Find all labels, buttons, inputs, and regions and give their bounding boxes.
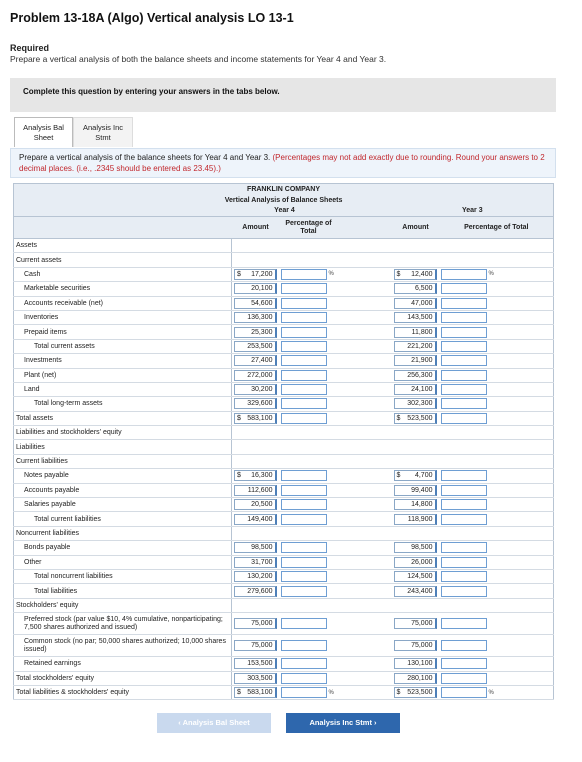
table-row [14, 555, 554, 569]
year4-amount [234, 370, 277, 381]
table-row [14, 671, 554, 685]
currency-sign [397, 558, 407, 567]
currency-sign [237, 385, 247, 394]
year3-amount [394, 413, 437, 424]
year4-amount-value: 153,500 [247, 660, 273, 668]
tab-analysis-inc-stmt[interactable] [73, 117, 133, 147]
currency-sign: $ [396, 414, 401, 422]
currency-sign: $ [396, 270, 401, 278]
table-row [14, 541, 554, 555]
year4-amount [234, 514, 277, 525]
currency-sign [397, 299, 407, 308]
year4-amount [234, 673, 277, 684]
row-label: Current assets [14, 253, 232, 267]
currency-sign [397, 500, 407, 509]
year3-amount [394, 269, 437, 280]
year4-pct-input[interactable] [281, 640, 327, 651]
year4-amount-value: 149,400 [247, 515, 273, 523]
row-label: Noncurrent liabilities [14, 526, 232, 540]
currency-sign [237, 328, 247, 337]
year3-pct-input[interactable] [441, 470, 487, 481]
year3-amount [394, 640, 437, 651]
year3-amount [394, 355, 437, 366]
year3-amount-value: 26,000 [411, 558, 433, 566]
year4-amount [234, 687, 277, 698]
row-label: Total current assets [14, 339, 232, 353]
year3-amount-value: 256,300 [407, 371, 433, 379]
year4-amount-value: 31,700 [251, 558, 273, 566]
year3-amount-value: 221,200 [407, 342, 433, 350]
year3-amount [394, 370, 437, 381]
year3-amount [394, 586, 437, 597]
year3-amount [394, 658, 437, 669]
prev-tab-button[interactable]: ‹ Analysis Bal Sheet [157, 713, 271, 733]
table-row [14, 267, 554, 281]
year4-pct-input[interactable] [281, 312, 327, 323]
year4-amount-header: Amount [232, 217, 280, 239]
year3-pct-input[interactable] [441, 658, 487, 669]
table-row [14, 440, 554, 454]
year3-pct-input[interactable] [441, 542, 487, 553]
year3-pct-input[interactable] [441, 341, 487, 352]
tab-label-line2: Sheet [33, 133, 54, 142]
year3-amount [394, 327, 437, 338]
year4-amount-value: 20,500 [251, 501, 273, 509]
year4-pct-input[interactable] [281, 398, 327, 409]
year4-amount [234, 413, 277, 424]
row-label: Bonds payable [14, 541, 232, 555]
currency-sign [237, 299, 247, 308]
year3-amount [394, 283, 437, 294]
year4-amount [234, 298, 277, 309]
year3-amount [394, 557, 437, 568]
year4-amount [234, 640, 277, 651]
year3-amount-value: 21,900 [411, 357, 433, 365]
currency-sign [397, 674, 407, 683]
year4-amount [234, 557, 277, 568]
year4-pct-input[interactable] [281, 355, 327, 366]
currency-sign [237, 619, 247, 628]
page-title: Problem 13-18A (Algo) Vertical analysis LO 13-1 [10, 11, 294, 25]
tab-label-line1: Analysis Bal [23, 123, 64, 132]
table-row [14, 296, 554, 310]
year4-amount-value: 75,000 [251, 642, 273, 650]
company-name: FRANKLIN COMPANY [14, 184, 554, 195]
row-label: Preferred stock (par value $10, 4% cumulative, nonparticipating; 7,500 shares authorized and issued) [14, 613, 232, 635]
year3-pct-input[interactable] [441, 355, 487, 366]
table-row [14, 657, 554, 671]
year3-amount [394, 618, 437, 629]
year3-pct-input[interactable] [441, 298, 487, 309]
year4-amount [234, 269, 277, 280]
year4-amount-value: 54,600 [251, 299, 273, 307]
currency-sign [397, 371, 407, 380]
next-tab-button[interactable]: Analysis Inc Stmt › [286, 713, 400, 733]
table-row [14, 498, 554, 512]
year3-amount-value: 243,400 [407, 587, 433, 595]
currency-sign [397, 399, 407, 408]
table-row [14, 512, 554, 526]
year3-pct-input[interactable] [441, 269, 487, 280]
year3-pct-input[interactable] [441, 327, 487, 338]
year4-pct-input[interactable] [281, 514, 327, 525]
year3-amount [394, 673, 437, 684]
year3-amount [394, 470, 437, 481]
year3-amount [394, 398, 437, 409]
currency-sign [237, 572, 247, 581]
currency-sign [397, 641, 407, 650]
year3-amount-header: Amount [392, 217, 440, 239]
row-label: Liabilities [14, 440, 232, 454]
table-row [14, 354, 554, 368]
year4-pct-input[interactable] [281, 658, 327, 669]
percent-sign: % [328, 689, 334, 696]
year4-amount-value: 16,300 [251, 472, 273, 480]
table-row [14, 685, 554, 699]
year4-amount [234, 398, 277, 409]
year4-amount-value: 130,200 [247, 573, 273, 581]
currency-sign [397, 356, 407, 365]
year3-pct-input[interactable] [441, 370, 487, 381]
table-row [14, 454, 554, 468]
year4-header: Year 4 [232, 206, 338, 217]
row-label: Marketable securities [14, 282, 232, 296]
year4-pct-input[interactable] [281, 673, 327, 684]
year3-pct-input[interactable] [441, 514, 487, 525]
currency-sign: $ [237, 414, 241, 422]
year4-pct-input[interactable] [281, 384, 327, 395]
row-label: Investments [14, 354, 232, 368]
year4-amount [234, 312, 277, 323]
year4-pct-input[interactable] [281, 283, 327, 294]
year4-pct-input[interactable] [281, 470, 327, 481]
year3-amount [394, 384, 437, 395]
row-label: Assets [14, 239, 232, 253]
year3-amount [394, 312, 437, 323]
year4-pct-input[interactable] [281, 571, 327, 582]
year4-amount [234, 283, 277, 294]
currency-sign [237, 356, 247, 365]
year4-amount [234, 355, 277, 366]
year4-amount-value: 75,000 [251, 620, 273, 628]
year4-amount-value: 272,000 [247, 371, 273, 379]
tab-label-line2: Stmt [95, 133, 111, 142]
table-row [14, 339, 554, 353]
currency-sign [237, 313, 247, 322]
table-row [14, 613, 554, 635]
year3-pct-input[interactable] [441, 673, 487, 684]
vertical-analysis-table [13, 183, 554, 700]
year3-amount [394, 341, 437, 352]
row-label: Prepaid items [14, 325, 232, 339]
year3-amount-value: 143,500 [407, 314, 433, 322]
currency-sign: $ [237, 689, 241, 697]
year3-amount-value: 99,400 [411, 486, 433, 494]
year3-pct-input[interactable] [441, 398, 487, 409]
row-label: Total noncurrent liabilities [14, 569, 232, 583]
year4-pct-input[interactable] [281, 327, 327, 338]
year4-amount-value: 253,500 [247, 342, 273, 350]
year4-pct-input[interactable] [281, 618, 327, 629]
year3-amount [394, 542, 437, 553]
table-row [14, 483, 554, 497]
row-label: Inventories [14, 310, 232, 324]
year4-pct-input[interactable] [281, 485, 327, 496]
currency-sign [237, 674, 247, 683]
currency-sign [237, 641, 247, 650]
year4-amount-value: 20,100 [251, 285, 273, 293]
year3-header: Year 3 [392, 206, 554, 217]
year4-amount-value: 98,500 [251, 544, 273, 552]
year4-amount-value: 25,300 [251, 328, 273, 336]
year3-amount [394, 499, 437, 510]
currency-sign [237, 515, 247, 524]
row-label: Accounts receivable (net) [14, 296, 232, 310]
currency-sign [397, 313, 407, 322]
table-row [14, 426, 554, 440]
year3-amount-value: 4,700 [414, 472, 433, 480]
currency-sign [237, 543, 247, 552]
year3-amount-value: 523,500 [407, 414, 433, 422]
row-label: Total long-term assets [14, 397, 232, 411]
instructions-box [10, 148, 556, 178]
year4-amount-value: 583,100 [247, 689, 273, 697]
currency-sign [237, 486, 247, 495]
table-row [14, 325, 554, 339]
year4-pct-input[interactable] [281, 499, 327, 510]
year4-pct-input[interactable] [281, 687, 327, 698]
currency-sign: $ [237, 270, 241, 278]
percent-sign: % [488, 689, 494, 696]
year4-amount [234, 384, 277, 395]
row-label: Total stockholders' equity [14, 671, 232, 685]
table-row [14, 239, 554, 253]
row-label: Common stock (no par; 50,000 shares authorized; 10,000 shares issued) [14, 635, 232, 657]
currency-sign: $ [396, 689, 401, 697]
currency-sign [397, 543, 407, 552]
year4-amount [234, 571, 277, 582]
year4-amount-value: 583,100 [247, 414, 273, 422]
year4-pct-input[interactable] [281, 557, 327, 568]
year3-pct-input[interactable] [441, 413, 487, 424]
year3-pct-input[interactable] [441, 384, 487, 395]
year4-amount-value: 112,600 [247, 486, 273, 494]
currency-sign [397, 515, 407, 524]
table-row [14, 598, 554, 612]
row-label: Land [14, 382, 232, 396]
currency-sign [397, 486, 407, 495]
year4-amount [234, 470, 277, 481]
year4-pct-input[interactable] [281, 298, 327, 309]
year4-amount [234, 586, 277, 597]
year3-pct-input[interactable] [441, 499, 487, 510]
table-row [14, 635, 554, 657]
instructions-main: Prepare a vertical analysis of the balance sheets for Year 4 and Year 3. [19, 153, 271, 162]
year4-pct-header: Percentage of Total [280, 217, 338, 239]
year4-amount [234, 327, 277, 338]
tab-bar [14, 117, 133, 147]
year3-amount [394, 298, 437, 309]
year3-pct-header: Percentage of Total [440, 217, 554, 239]
row-label: Total liabilities [14, 584, 232, 598]
row-label: Retained earnings [14, 657, 232, 671]
year4-amount [234, 499, 277, 510]
year3-amount-value: 124,500 [407, 573, 433, 581]
year4-amount-value: 27,400 [251, 357, 273, 365]
row-label: Cash [14, 267, 232, 281]
year3-amount-value: 98,500 [411, 544, 433, 552]
table-row [14, 253, 554, 267]
row-label: Salaries payable [14, 498, 232, 512]
year3-pct-input[interactable] [441, 557, 487, 568]
year3-amount [394, 485, 437, 496]
row-label: Stockholders' equity [14, 598, 232, 612]
table-row [14, 310, 554, 324]
year3-amount-value: 523,500 [407, 689, 433, 697]
currency-sign [237, 558, 247, 567]
row-label: Plant (net) [14, 368, 232, 382]
year4-pct-input[interactable] [281, 341, 327, 352]
year3-pct-input[interactable] [441, 283, 487, 294]
year3-amount-value: 75,000 [411, 620, 433, 628]
currency-sign [397, 284, 407, 293]
year3-pct-input[interactable] [441, 687, 487, 698]
year3-amount-value: 14,800 [411, 501, 433, 509]
year3-amount-value: 11,800 [411, 328, 433, 336]
year3-amount-value: 302,300 [407, 400, 433, 408]
table-row [14, 469, 554, 483]
year3-pct-input[interactable] [441, 485, 487, 496]
currency-sign [397, 328, 407, 337]
row-label: Total assets [14, 411, 232, 425]
year3-amount-value: 118,900 [407, 515, 433, 523]
table-heading: Vertical Analysis of Balance Sheets [14, 195, 554, 206]
required-text: Prepare a vertical analysis of both the balance sheets and income statements for Year 4 and Year 3. [10, 54, 387, 64]
currency-sign [397, 342, 407, 351]
currency-sign: $ [237, 472, 241, 480]
row-label: Total liabilities & stockholders' equity [14, 685, 232, 699]
row-label: Notes payable [14, 469, 232, 483]
year3-amount-value: 75,000 [411, 642, 433, 650]
row-label: Accounts payable [14, 483, 232, 497]
year4-amount [234, 618, 277, 629]
currency-sign [397, 385, 407, 394]
currency-sign [397, 572, 407, 581]
currency-sign [237, 284, 247, 293]
year4-amount-value: 329,600 [247, 400, 273, 408]
year4-amount-value: 279,600 [247, 587, 273, 595]
currency-sign [397, 659, 407, 668]
instructions-note: (Percentages may not add exactly due to rounding. Round your answers to 2 decimal places. (i.e., .2345 should be entered as 23.45).) [19, 153, 545, 173]
year4-pct-input[interactable] [281, 370, 327, 381]
instruction-banner: Complete this question by entering your answers in the tabs below. [10, 78, 556, 112]
year3-pct-input[interactable] [441, 586, 487, 597]
year3-pct-input[interactable] [441, 618, 487, 629]
currency-sign [397, 619, 407, 628]
table-row [14, 368, 554, 382]
tab-analysis-bal-sheet[interactable] [14, 117, 73, 147]
currency-sign [237, 371, 247, 380]
percent-sign: % [488, 271, 494, 278]
year3-amount [394, 687, 437, 698]
year4-pct-input[interactable] [281, 586, 327, 597]
year3-amount-value: 47,000 [411, 299, 433, 307]
year3-amount-value: 130,100 [407, 660, 433, 668]
year3-amount-value: 24,100 [411, 386, 433, 394]
table-row [14, 526, 554, 540]
row-label: Other [14, 555, 232, 569]
year4-amount [234, 341, 277, 352]
table-row [14, 382, 554, 396]
year4-amount [234, 542, 277, 553]
year4-amount-value: 30,200 [251, 386, 273, 394]
table-row [14, 584, 554, 598]
currency-sign [237, 342, 247, 351]
year3-pct-input[interactable] [441, 640, 487, 651]
currency-sign [237, 659, 247, 668]
year3-amount [394, 514, 437, 525]
row-label: Total current liabilities [14, 512, 232, 526]
row-label: Current liabilities [14, 454, 232, 468]
year3-pct-input[interactable] [441, 571, 487, 582]
year3-amount-value: 6,500 [414, 285, 433, 293]
year4-pct-input[interactable] [281, 269, 327, 280]
year4-amount [234, 658, 277, 669]
table-row [14, 411, 554, 425]
year4-amount-value: 17,200 [251, 270, 273, 278]
table-row [14, 397, 554, 411]
year4-amount-value: 136,300 [247, 314, 273, 322]
year4-pct-input[interactable] [281, 413, 327, 424]
year4-pct-input[interactable] [281, 542, 327, 553]
currency-sign [397, 587, 407, 596]
year3-amount-value: 12,400 [411, 270, 433, 278]
tab-label-line1: Analysis Inc [82, 123, 124, 132]
year3-amount [394, 571, 437, 582]
percent-sign: % [328, 271, 334, 278]
year3-amount-value: 280,100 [407, 674, 433, 682]
table-row [14, 569, 554, 583]
currency-sign [237, 399, 247, 408]
currency-sign: $ [396, 472, 401, 480]
row-label: Liabilities and stockholders' equity [14, 426, 232, 440]
currency-sign [237, 500, 247, 509]
table-row [14, 282, 554, 296]
required-heading: Required [10, 43, 50, 53]
currency-sign [237, 587, 247, 596]
year4-amount-value: 303,500 [247, 674, 273, 682]
year3-pct-input[interactable] [441, 312, 487, 323]
year4-amount [234, 485, 277, 496]
